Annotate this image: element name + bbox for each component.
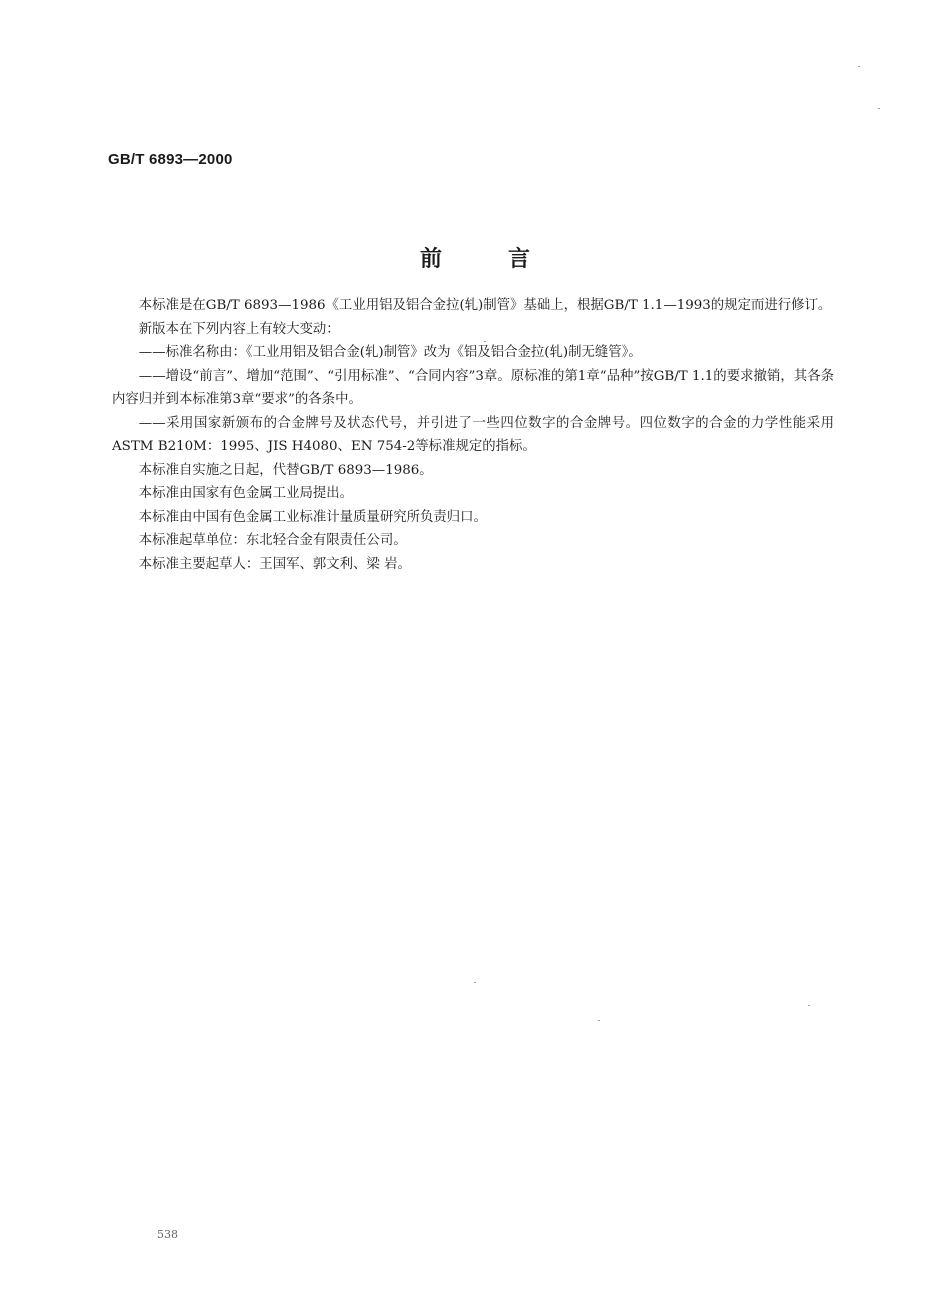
paragraph-drafting-unit: 本标准起草单位：东北轻合金有限责任公司。 <box>138 533 407 548</box>
scan-speck <box>858 66 860 67</box>
paragraph-centralized-by: 本标准由中国有色金属工业标准计量质量研究所负责归口。 <box>138 509 487 525</box>
scan-speck <box>598 1020 600 1021</box>
paragraph-change-alloys: ——采用国家新颁布的合金牌号及状态代号，并引进了一些四位数字的合金牌号。四位数字的合金的力学性能采用ASTM B210M：1995、JIS H4080、EN 754-2等标准规定的指标。 <box>112 415 834 454</box>
paragraph-change-chapters: ——增设“前言”、增加“范围”、“引用标准”、“合同内容”3章。原标准的第1章“品种”按GB/T 1.1的要求撤销，其各条内容归并到本标准第3章“要求”的各条中。 <box>112 368 834 407</box>
body-text <box>112 294 834 576</box>
standard-code: GB/T 6893—2000 <box>108 151 233 168</box>
section-title: 前言 <box>419 246 596 272</box>
paragraph-proposed-by: 本标准由国家有色金属工业局提出。 <box>138 486 354 501</box>
paragraph-replaces: 本标准自实施之日起，代替GB/T 6893—1986。 <box>138 462 433 478</box>
page-number: 538 <box>157 1228 178 1241</box>
paragraph-change-title: ——标准名称由：《工业用铝及铝合金(轧)制管》改为《铝及铝合金拉(轧)制无缝管》。 <box>138 345 642 360</box>
paragraph-changes-intro: 新版本在下列内容上有较大变动： <box>138 321 340 337</box>
scan-speck <box>808 1005 810 1006</box>
paragraph-revision-basis: 本标准是在GB/T 6893—1986《工业用铝及铝合金拉(轧)制管》基础上，根据GB/T 1.1—1993的规定而进行修订。 <box>138 298 832 313</box>
paragraph-drafters: 本标准主要起草人：王国军、郭文利、梁 岩。 <box>138 556 411 572</box>
scan-speck <box>878 108 880 109</box>
scan-speck <box>474 982 476 983</box>
scan-speck <box>484 341 486 342</box>
